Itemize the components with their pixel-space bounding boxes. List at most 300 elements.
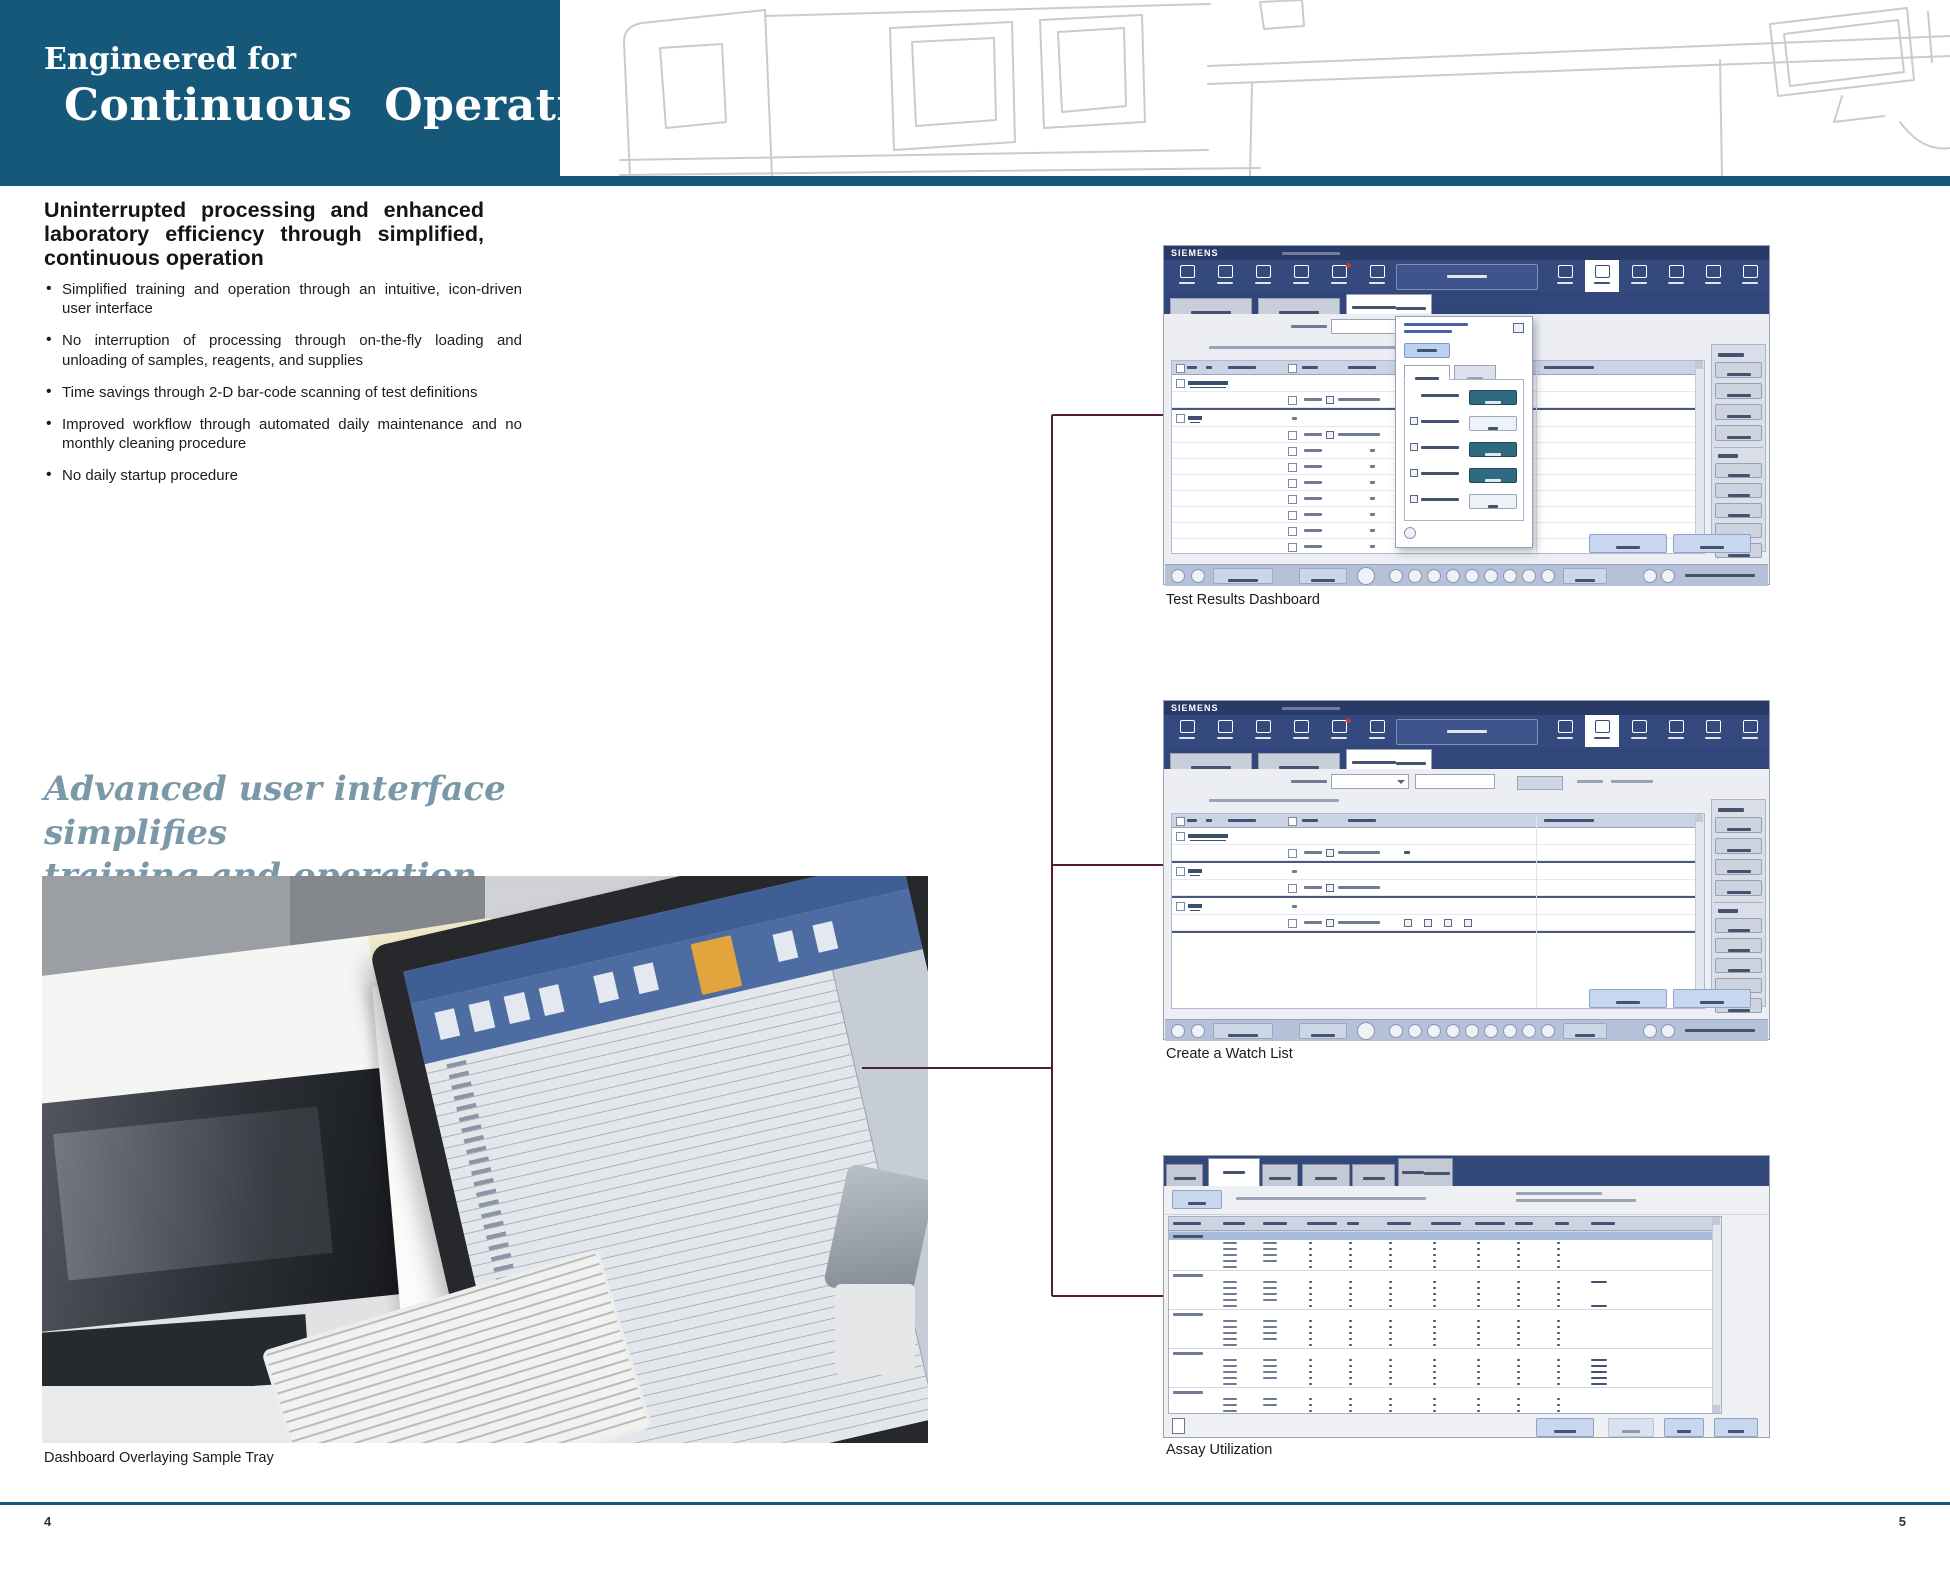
bar (1517, 1398, 1520, 1400)
icell (1733, 718, 1767, 746)
ghead (1172, 828, 1704, 845)
bar (1389, 1338, 1392, 1340)
bullet-item: • No daily startup procedure (62, 466, 522, 485)
bar (1311, 579, 1335, 582)
bar (1263, 1332, 1277, 1334)
bar (1477, 1332, 1480, 1334)
bar (1223, 1359, 1237, 1361)
bar (1389, 1281, 1392, 1283)
bar (1433, 1332, 1436, 1334)
icell (1208, 718, 1242, 746)
bar (1228, 819, 1256, 822)
bar (1433, 1410, 1436, 1412)
ui-status-bar (1165, 564, 1768, 586)
feature-bullet-list (44, 280, 522, 499)
tab (1346, 294, 1432, 314)
bar (1389, 1344, 1392, 1346)
siemens-logo: SIEMENS (1171, 703, 1219, 713)
icell (1170, 718, 1204, 746)
bar (1263, 1377, 1277, 1379)
bar (1349, 1377, 1352, 1379)
bar (1389, 1248, 1392, 1250)
bar (1349, 1260, 1352, 1262)
tab (1170, 753, 1252, 769)
circ (1191, 569, 1205, 583)
glyph (1332, 720, 1347, 733)
bar (1223, 1365, 1237, 1367)
bar (1517, 1332, 1520, 1334)
bar (1369, 737, 1385, 739)
bar (1477, 1254, 1480, 1256)
close-button (1673, 534, 1751, 553)
bar (1477, 1344, 1480, 1346)
bar (1223, 1371, 1237, 1373)
vscroll (1695, 361, 1704, 553)
bar (1668, 282, 1684, 284)
bar (1727, 373, 1751, 376)
ui-button-row (1164, 1414, 1769, 1438)
bar (1304, 481, 1322, 484)
filter-button (1517, 776, 1563, 790)
bar (1349, 1320, 1352, 1322)
btn-lite (1299, 1023, 1347, 1039)
bar (1223, 1260, 1237, 1262)
bar (1349, 1287, 1352, 1289)
bar (1517, 1254, 1520, 1256)
bar (1223, 1338, 1237, 1340)
bar (1338, 886, 1380, 889)
cb (1288, 396, 1297, 405)
circ (1389, 1024, 1403, 1038)
bar (1727, 849, 1751, 852)
bar (1309, 1242, 1312, 1244)
bar (1591, 1359, 1607, 1361)
create-button (1608, 1418, 1654, 1437)
icell (1360, 718, 1394, 746)
bar (1591, 1377, 1607, 1379)
bar (1349, 1410, 1352, 1412)
bullet-item: • Improved workflow through automated daily maintenance and no monthly cleaning procedure (62, 415, 522, 453)
bar (1302, 819, 1318, 822)
bar (1727, 394, 1751, 397)
sbtn (1715, 503, 1762, 518)
bar (1544, 366, 1594, 369)
bar (1223, 1404, 1237, 1406)
bar (1173, 1235, 1203, 1238)
glyph (1218, 265, 1233, 278)
bar (1338, 398, 1380, 401)
bar (1309, 1254, 1312, 1256)
sbtn (1715, 425, 1762, 441)
bar (1349, 1398, 1352, 1400)
sbtn (1715, 880, 1762, 896)
bar (1389, 1293, 1392, 1295)
bar (1728, 1009, 1750, 1012)
miniico (1513, 323, 1524, 333)
icell (1246, 263, 1280, 291)
cb (1288, 817, 1297, 826)
miniico (1410, 495, 1418, 503)
glyph (1294, 265, 1309, 278)
bar (1433, 1299, 1436, 1301)
btn-lite (1404, 343, 1450, 358)
bar (1309, 1248, 1312, 1250)
bar (1557, 1320, 1560, 1322)
vline (1536, 814, 1537, 1008)
bar (1485, 401, 1501, 404)
bar (1304, 465, 1322, 468)
bar (1179, 282, 1195, 284)
bar (1255, 282, 1271, 284)
bar (1302, 366, 1318, 369)
glyph (1743, 265, 1758, 278)
btn-lite (1563, 568, 1607, 584)
ui-tab-row (1164, 747, 1769, 769)
cb (1176, 379, 1185, 388)
bar (1311, 1034, 1335, 1037)
bar (1263, 1299, 1277, 1301)
bar (1223, 1398, 1237, 1400)
cb (1176, 832, 1185, 841)
ui-titlebar (1164, 246, 1769, 260)
photo-caption: Dashboard Overlaying Sample Tray (44, 1450, 274, 1466)
bar (1223, 1377, 1237, 1379)
bar (1705, 282, 1721, 284)
lnk (1188, 416, 1202, 422)
ui-toolbar (1164, 715, 1769, 747)
dtab (1404, 365, 1450, 380)
tab3 (1398, 1158, 1453, 1186)
bar (1517, 1371, 1520, 1373)
sbtn (1715, 938, 1762, 953)
bar (1349, 1248, 1352, 1250)
glyph (1669, 720, 1684, 733)
bar (1223, 1305, 1237, 1307)
bar (1363, 1177, 1385, 1180)
bar (1727, 415, 1751, 418)
bar (1304, 497, 1322, 500)
miniico (1326, 919, 1334, 927)
icell (1622, 263, 1656, 291)
cb (1288, 463, 1297, 472)
ui-controls (1164, 1186, 1769, 1215)
bar (1727, 891, 1751, 894)
bar (1477, 1410, 1480, 1412)
ui-side-panel (1711, 344, 1766, 552)
sbtn (1715, 958, 1762, 973)
tab3 (1208, 1158, 1260, 1186)
bar (1349, 1254, 1352, 1256)
screenshot-create-watch-list (1163, 700, 1770, 1040)
bar (1389, 1365, 1392, 1367)
miniico (1464, 919, 1472, 927)
bar (1307, 1222, 1337, 1225)
bar (1263, 1281, 1277, 1283)
icell (1170, 263, 1204, 291)
bar (1488, 505, 1498, 508)
cb (1288, 431, 1297, 440)
bar (1269, 1177, 1291, 1180)
bar (1309, 1287, 1312, 1289)
bar (1404, 323, 1468, 326)
tab3 (1352, 1164, 1395, 1186)
ui-toolbar (1164, 260, 1769, 292)
icell (1548, 263, 1582, 291)
shot3-caption: Assay Utilization (1166, 1442, 1273, 1458)
bar (1557, 1326, 1560, 1328)
bar (1389, 1377, 1392, 1379)
bar (1433, 1281, 1436, 1283)
bar (1668, 737, 1684, 739)
cbtn (1396, 264, 1538, 290)
vscroll (1695, 814, 1704, 1008)
bar (1417, 349, 1437, 352)
bar (1424, 1172, 1450, 1175)
bar (1477, 1260, 1480, 1262)
bar (1263, 1320, 1277, 1322)
btn-lite (1469, 416, 1517, 431)
watch-list-table (1171, 813, 1705, 1009)
bar (1591, 1365, 1607, 1367)
bar (1389, 1410, 1392, 1412)
bar (1591, 1383, 1607, 1385)
circ (1427, 569, 1441, 583)
bar (1217, 282, 1233, 284)
bar (1433, 1371, 1436, 1373)
circ (1446, 569, 1460, 583)
bar (1309, 1410, 1312, 1412)
ui-content (1165, 314, 1768, 556)
ghead (1172, 863, 1704, 880)
bar (1309, 1398, 1312, 1400)
trow (1172, 845, 1704, 861)
glyph (1558, 265, 1573, 278)
bar (1349, 1293, 1352, 1295)
bar (1557, 282, 1573, 284)
cb (1288, 495, 1297, 504)
bar (1349, 1326, 1352, 1328)
screenshot-assay-utilization (1163, 1155, 1770, 1438)
bar (1477, 1359, 1480, 1361)
tab (1258, 753, 1340, 769)
icell (1659, 718, 1693, 746)
ui-tab-row (1164, 1156, 1769, 1186)
cb (1288, 919, 1297, 928)
bar (1742, 737, 1758, 739)
bar (1728, 514, 1750, 517)
glyph (1743, 720, 1758, 733)
bar (1477, 1293, 1480, 1295)
bar (1304, 529, 1322, 532)
sdiv (1714, 447, 1763, 448)
bar (1309, 1332, 1312, 1334)
bar (1517, 1365, 1520, 1367)
bar (1370, 513, 1375, 516)
bar (1309, 1326, 1312, 1328)
glyph (1632, 720, 1647, 733)
bar (1370, 465, 1375, 468)
g3head (1169, 1270, 1721, 1279)
circ (1541, 569, 1555, 583)
bar (1387, 1222, 1411, 1225)
bar (1728, 494, 1750, 497)
bar (1223, 1222, 1245, 1225)
bar (1557, 1287, 1560, 1289)
bar (1477, 1287, 1480, 1289)
bar (1349, 1299, 1352, 1301)
circ (1389, 569, 1403, 583)
bar (1517, 1383, 1520, 1385)
bar (1223, 1293, 1237, 1295)
bar (1404, 851, 1410, 854)
bar (1370, 449, 1375, 452)
bar (1431, 1222, 1461, 1225)
circ (1503, 1024, 1517, 1038)
bar (1217, 737, 1233, 739)
bar (1517, 1281, 1520, 1283)
lnk (1188, 834, 1228, 840)
bar (1433, 1242, 1436, 1244)
bar (1389, 1254, 1392, 1256)
bar (1309, 1338, 1312, 1340)
bar (1223, 1248, 1237, 1250)
bar (1304, 433, 1322, 436)
btn-teal (1469, 390, 1517, 405)
icell (1322, 718, 1356, 746)
bar (1433, 1266, 1436, 1268)
ui-side-panel (1711, 799, 1766, 1007)
bar (1309, 1266, 1312, 1268)
bar (1631, 282, 1647, 284)
bar (1705, 737, 1721, 739)
miniico (1410, 417, 1418, 425)
icell (1322, 263, 1356, 291)
bar (1223, 1299, 1237, 1301)
bar (1331, 282, 1347, 284)
circ (1643, 1024, 1657, 1038)
bar (1223, 1320, 1237, 1322)
bar (1263, 1222, 1287, 1225)
circ (1427, 1024, 1441, 1038)
circ (1643, 569, 1657, 583)
siemens-logo: SIEMENS (1171, 248, 1219, 258)
bar (1421, 420, 1459, 423)
bar (1477, 1320, 1480, 1322)
bar (1263, 1359, 1277, 1361)
bar (1309, 1383, 1312, 1385)
bar (1309, 1305, 1312, 1307)
bar (1389, 1260, 1392, 1262)
bar (1718, 454, 1738, 458)
pull-quote-line1: Advanced user interface simplifies (44, 769, 506, 853)
bar (1517, 1344, 1520, 1346)
refresh-button (1536, 1418, 1594, 1437)
bar (1488, 427, 1498, 430)
bar (1396, 762, 1426, 765)
bar (1404, 330, 1452, 333)
bar (1477, 1266, 1480, 1268)
bar (1223, 1344, 1237, 1346)
sbtn (1715, 838, 1762, 854)
bar (1304, 449, 1322, 452)
bar (1727, 828, 1751, 831)
bar (1331, 737, 1347, 739)
btn-lite (1563, 1023, 1607, 1039)
circ (1661, 1024, 1675, 1038)
bar (1293, 282, 1309, 284)
tab3 (1262, 1164, 1298, 1186)
bar (1179, 737, 1195, 739)
bar (1591, 1222, 1615, 1225)
bar (1477, 1281, 1480, 1283)
bar (1727, 870, 1751, 873)
bar (1557, 1338, 1560, 1340)
cb (1176, 364, 1185, 373)
bar (1477, 1383, 1480, 1385)
bar (1477, 1248, 1480, 1250)
instrument-sketch-drawing (560, 0, 1950, 176)
cb (1288, 511, 1297, 520)
bar (1433, 1287, 1436, 1289)
bar (1347, 1222, 1359, 1225)
bar (1263, 1242, 1277, 1244)
thead (1172, 814, 1704, 828)
bar (1557, 1365, 1560, 1367)
bar (1206, 819, 1212, 822)
tab (1170, 298, 1252, 314)
bar (1352, 761, 1396, 764)
bar (1477, 1377, 1480, 1379)
bar (1517, 1266, 1520, 1268)
tab3 (1302, 1164, 1350, 1186)
bar (1349, 1383, 1352, 1385)
bar (1728, 949, 1750, 952)
bar (1263, 1293, 1277, 1295)
bar (1349, 1242, 1352, 1244)
bar (1557, 1242, 1560, 1244)
bar (1517, 1338, 1520, 1340)
assay-utilization-table (1168, 1216, 1722, 1414)
bar (1517, 1404, 1520, 1406)
circ (1661, 569, 1675, 583)
bar (1728, 474, 1750, 477)
icell (1733, 263, 1767, 291)
bar (1309, 1299, 1312, 1301)
bar (1173, 1222, 1201, 1225)
gsep (1172, 931, 1704, 933)
bar (1591, 1305, 1607, 1307)
icell (1659, 263, 1693, 291)
bar (1517, 1305, 1520, 1307)
circ (1503, 569, 1517, 583)
bar (1349, 1365, 1352, 1367)
bar (1309, 1260, 1312, 1262)
bar (1349, 1344, 1352, 1346)
bar (1557, 1344, 1560, 1346)
bar (1517, 1320, 1520, 1322)
bar (1557, 1377, 1560, 1379)
glyph (1632, 265, 1647, 278)
bar (1557, 1332, 1560, 1334)
page-title: Continuous Operation (64, 80, 636, 131)
bar (1292, 870, 1297, 873)
bar (1433, 1377, 1436, 1379)
bar (1389, 1305, 1392, 1307)
document-icon (1172, 1418, 1185, 1434)
circ (1465, 569, 1479, 583)
circ (1171, 1024, 1185, 1038)
bar (1544, 819, 1594, 822)
